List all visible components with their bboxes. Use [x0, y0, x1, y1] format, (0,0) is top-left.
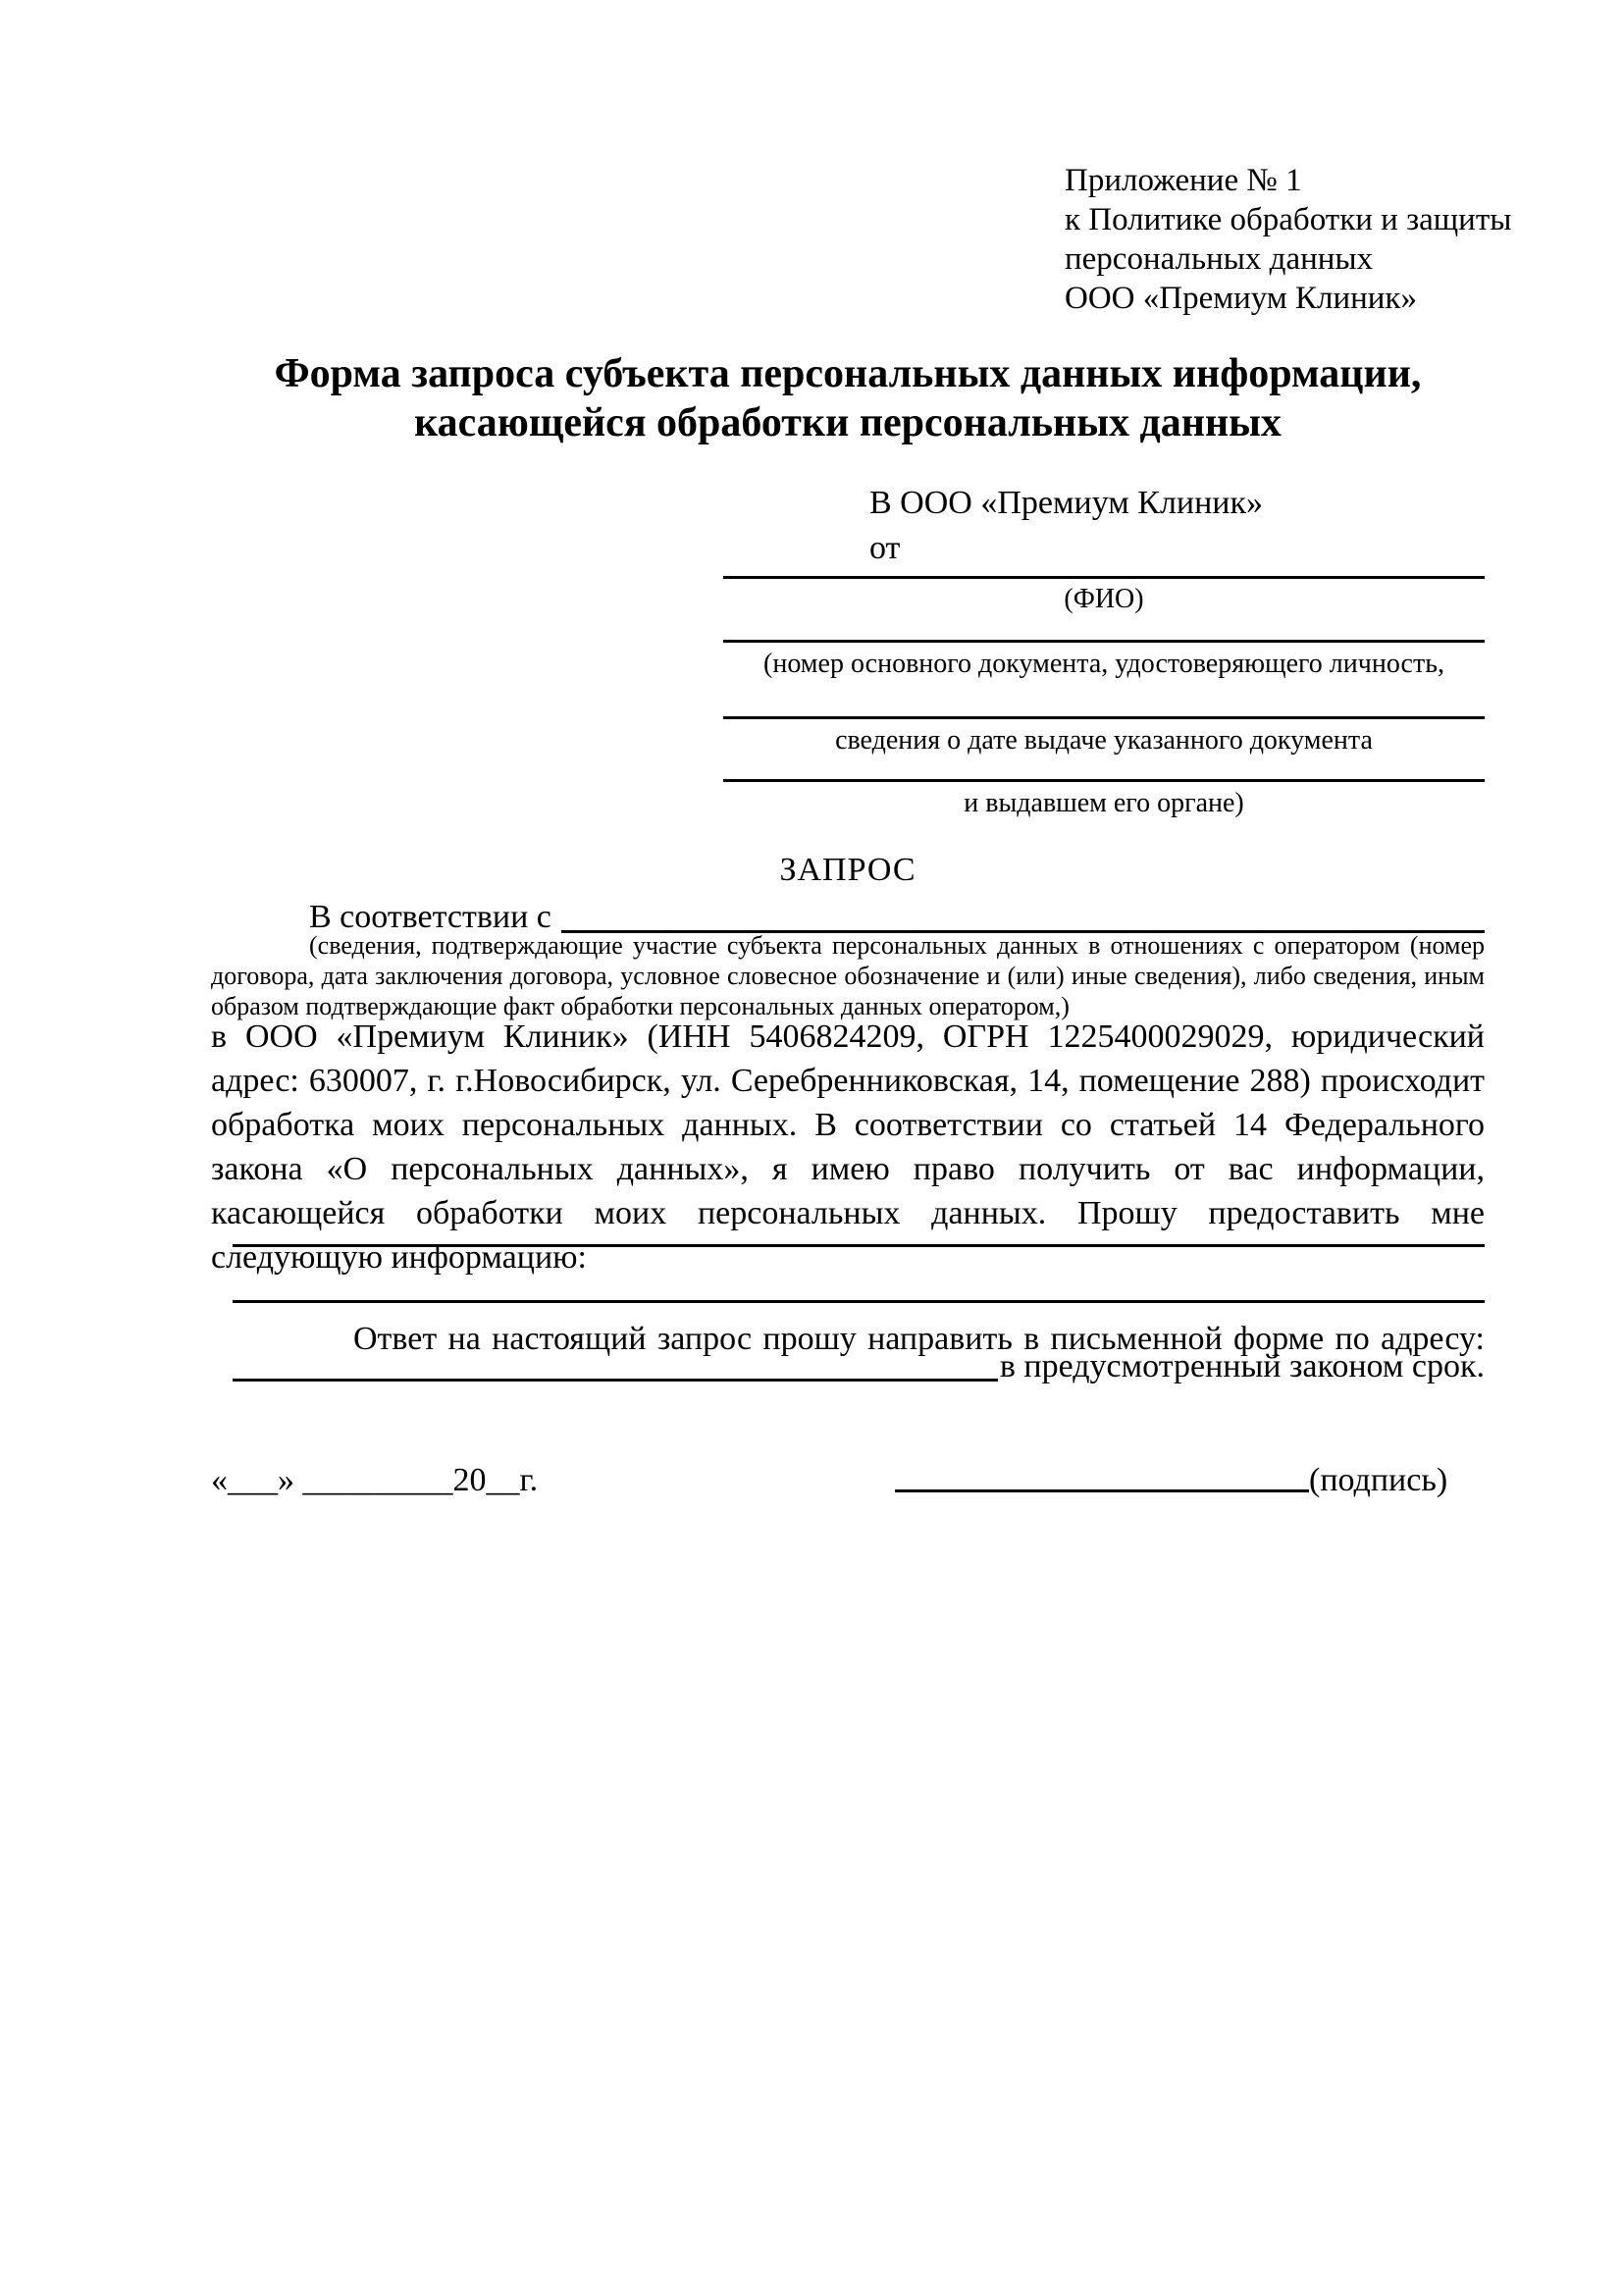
fio-caption: (ФИО)	[1064, 584, 1144, 614]
document-title	[211, 349, 1485, 447]
fine-print-note: (сведения, подтверждающие участие субъекта персональных данных в отношениях с оператором (номер договора, дата заключения договора, условное словесное обозначение и (или) иные сведения), либо сведения, иным образом подтверждающие факт обработки персональных данных оператором,)	[211, 931, 1485, 1020]
info-blank-line-2	[233, 1300, 1485, 1303]
reply-address-line: Ответ на настоящий запрос прошу направить в письменной форме по адресу:	[353, 1321, 1485, 1357]
appendix-block	[1065, 161, 1526, 318]
appendix-line-2: к Политике обработки и защиты	[1065, 202, 1512, 237]
doc-issue-date-caption: сведения о дате выдаче указанного документа	[835, 725, 1373, 756]
date-blank: «___» _________20__г.	[211, 1462, 539, 1498]
doc-issuer-blank-line	[723, 779, 1485, 782]
doc-issuer-caption: и выдавшем его органе)	[964, 788, 1244, 818]
title-line-2: касающейся обработки персональных данных	[414, 400, 1282, 445]
addressee-organization: В ООО «Премиум Клиник»	[869, 485, 1264, 521]
signature-blank-line	[895, 1489, 1309, 1492]
doc-number-caption: (номер основного документа, удостоверяющего личность,	[763, 649, 1444, 679]
appendix-line-3: персональных данных	[1065, 241, 1374, 277]
fio-blank-line	[723, 576, 1485, 579]
reply-deadline-line	[233, 1346, 1485, 1387]
intro-text: В соответствии с	[309, 899, 551, 935]
doc-number-blank-line	[723, 640, 1485, 643]
basis-blank-line	[561, 895, 1485, 933]
signature-caption: (подпись)	[1309, 1462, 1448, 1498]
request-body: в ООО «Премиум Клиник» (ИНН 5406824209, ОГРН 1225400029029, юридический адрес: 630007, г. г.Новосибирск, ул. Серебренниковская, 14, помещение 288) происходит обработка моих персональных данных. В соответствии со статьей 14 Федерального закона «О персональных данных», я имею право получить от вас информации, касающейся обработки моих персональных данных. Прошу предоставить мне следующую информацию:	[211, 1018, 1485, 1276]
address-blank-line	[233, 1346, 998, 1382]
addressee-from-label: от	[869, 530, 901, 566]
info-blank-line-1	[233, 1244, 1485, 1247]
appendix-line-1: Приложение № 1	[1065, 163, 1302, 198]
request-heading: ЗАПРОС	[779, 852, 916, 888]
appendix-line-4: ООО «Премиум Клиник»	[1065, 281, 1417, 316]
title-line-1: Форма запроса субъекта персональных данных информации,	[274, 351, 1422, 396]
reply-deadline-text: в предусмотренный законом срок.	[999, 1348, 1485, 1384]
doc-issue-date-blank-line	[723, 716, 1485, 719]
